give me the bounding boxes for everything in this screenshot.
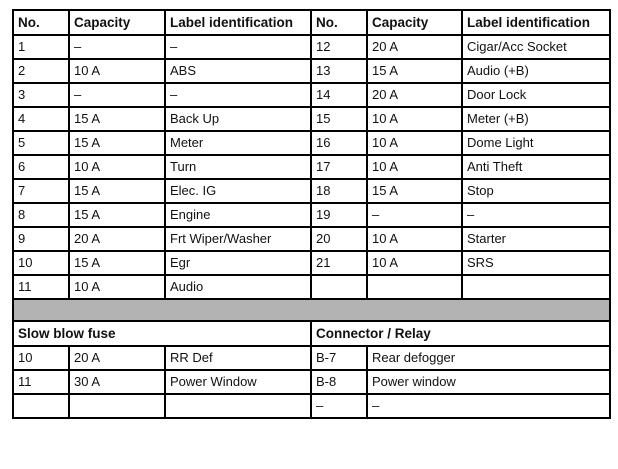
cell-no-l: 3	[13, 83, 69, 107]
cell-label-r: Stop	[462, 179, 610, 203]
header-capacity-right: Capacity	[367, 10, 462, 35]
cell-label-l: –	[165, 83, 311, 107]
cell-slow-no: 11	[13, 370, 69, 394]
slow-blow-title: Slow blow fuse	[13, 321, 311, 346]
cell-label-r: Meter (+B)	[462, 107, 610, 131]
cell-no-r: 20	[311, 227, 367, 251]
cell-label-r: Audio (+B)	[462, 59, 610, 83]
separator-band	[13, 299, 610, 321]
cell-cap-r: 15 A	[367, 179, 462, 203]
cell-no-l: 6	[13, 155, 69, 179]
cell-no-l: 1	[13, 35, 69, 59]
cell-no-l: 11	[13, 275, 69, 299]
cell-slow-no: 10	[13, 346, 69, 370]
cell-cap-r	[367, 275, 462, 299]
cell-slow-cap: 30 A	[69, 370, 165, 394]
cell-label-l: Frt Wiper/Washer	[165, 227, 311, 251]
table-row	[13, 394, 610, 418]
cell-label-l: Engine	[165, 203, 311, 227]
table-row	[13, 346, 610, 370]
cell-cap-l: –	[69, 35, 165, 59]
cell-no-r: 19	[311, 203, 367, 227]
cell-cap-l: –	[69, 83, 165, 107]
connector-relay-title: Connector / Relay	[311, 321, 610, 346]
cell-label-l: Elec. IG	[165, 179, 311, 203]
cell-cap-l: 10 A	[69, 275, 165, 299]
cell-cap-r: 10 A	[367, 107, 462, 131]
header-no-left: No.	[13, 10, 69, 35]
cell-no-l: 9	[13, 227, 69, 251]
cell-slow-cap: 20 A	[69, 346, 165, 370]
header-capacity-left: Capacity	[69, 10, 165, 35]
cell-slow-label	[165, 394, 311, 418]
cell-no-l: 4	[13, 107, 69, 131]
cell-label-l: Audio	[165, 275, 311, 299]
table-row	[13, 203, 610, 227]
cell-cap-l: 15 A	[69, 203, 165, 227]
cell-label-r: Dome Light	[462, 131, 610, 155]
cell-label-l: ABS	[165, 59, 311, 83]
header-label-right: Label identification	[462, 10, 610, 35]
table-row	[13, 131, 610, 155]
cell-no-l: 7	[13, 179, 69, 203]
cell-no-l: 2	[13, 59, 69, 83]
cell-no-l: 8	[13, 203, 69, 227]
table-row	[13, 59, 610, 83]
cell-label-l: Egr	[165, 251, 311, 275]
cell-label-l: Meter	[165, 131, 311, 155]
cell-cap-r: 10 A	[367, 155, 462, 179]
cell-label-r: Cigar/Acc Socket	[462, 35, 610, 59]
cell-label-r: –	[462, 203, 610, 227]
separator-row	[13, 299, 610, 321]
cell-cap-r: 15 A	[367, 59, 462, 83]
cell-relay-label: Rear defogger	[367, 346, 610, 370]
cell-label-l: –	[165, 35, 311, 59]
cell-cap-l: 15 A	[69, 131, 165, 155]
header-no-right: No.	[311, 10, 367, 35]
table-row	[13, 251, 610, 275]
cell-no-r: 16	[311, 131, 367, 155]
table-row	[13, 107, 610, 131]
cell-cap-l: 20 A	[69, 227, 165, 251]
cell-no-r: 15	[311, 107, 367, 131]
cell-no-r: 21	[311, 251, 367, 275]
cell-no-r: 13	[311, 59, 367, 83]
fuse-table	[12, 9, 611, 419]
cell-cap-r: –	[367, 203, 462, 227]
header-label-left: Label identification	[165, 10, 311, 35]
cell-cap-r: 10 A	[367, 227, 462, 251]
cell-cap-r: 20 A	[367, 83, 462, 107]
cell-relay-code: B-7	[311, 346, 367, 370]
cell-label-l: Back Up	[165, 107, 311, 131]
cell-label-r: Anti Theft	[462, 155, 610, 179]
cell-cap-l: 15 A	[69, 107, 165, 131]
cell-cap-l: 15 A	[69, 179, 165, 203]
cell-label-l: Turn	[165, 155, 311, 179]
cell-cap-l: 10 A	[69, 155, 165, 179]
cell-no-r: 17	[311, 155, 367, 179]
cell-no-l: 10	[13, 251, 69, 275]
cell-slow-cap	[69, 394, 165, 418]
cell-no-r: 14	[311, 83, 367, 107]
cell-label-r	[462, 275, 610, 299]
cell-cap-r: 20 A	[367, 35, 462, 59]
header-row	[13, 10, 610, 35]
table-row	[13, 35, 610, 59]
table-row	[13, 155, 610, 179]
cell-slow-no	[13, 394, 69, 418]
cell-cap-r: 10 A	[367, 251, 462, 275]
cell-cap-l: 10 A	[69, 59, 165, 83]
cell-label-r: SRS	[462, 251, 610, 275]
cell-relay-label: –	[367, 394, 610, 418]
cell-relay-code: –	[311, 394, 367, 418]
cell-relay-code: B-8	[311, 370, 367, 394]
table-row	[13, 227, 610, 251]
table-row	[13, 179, 610, 203]
cell-label-r: Door Lock	[462, 83, 610, 107]
table-row	[13, 370, 610, 394]
cell-relay-label: Power window	[367, 370, 610, 394]
cell-no-l: 5	[13, 131, 69, 155]
cell-slow-label: RR Def	[165, 346, 311, 370]
cell-cap-l: 15 A	[69, 251, 165, 275]
table-row	[13, 275, 610, 299]
section-title-row	[13, 321, 610, 346]
table-row	[13, 83, 610, 107]
cell-no-r: 18	[311, 179, 367, 203]
cell-slow-label: Power Window	[165, 370, 311, 394]
cell-label-r: Starter	[462, 227, 610, 251]
cell-no-r: 12	[311, 35, 367, 59]
cell-cap-r: 10 A	[367, 131, 462, 155]
cell-no-r	[311, 275, 367, 299]
